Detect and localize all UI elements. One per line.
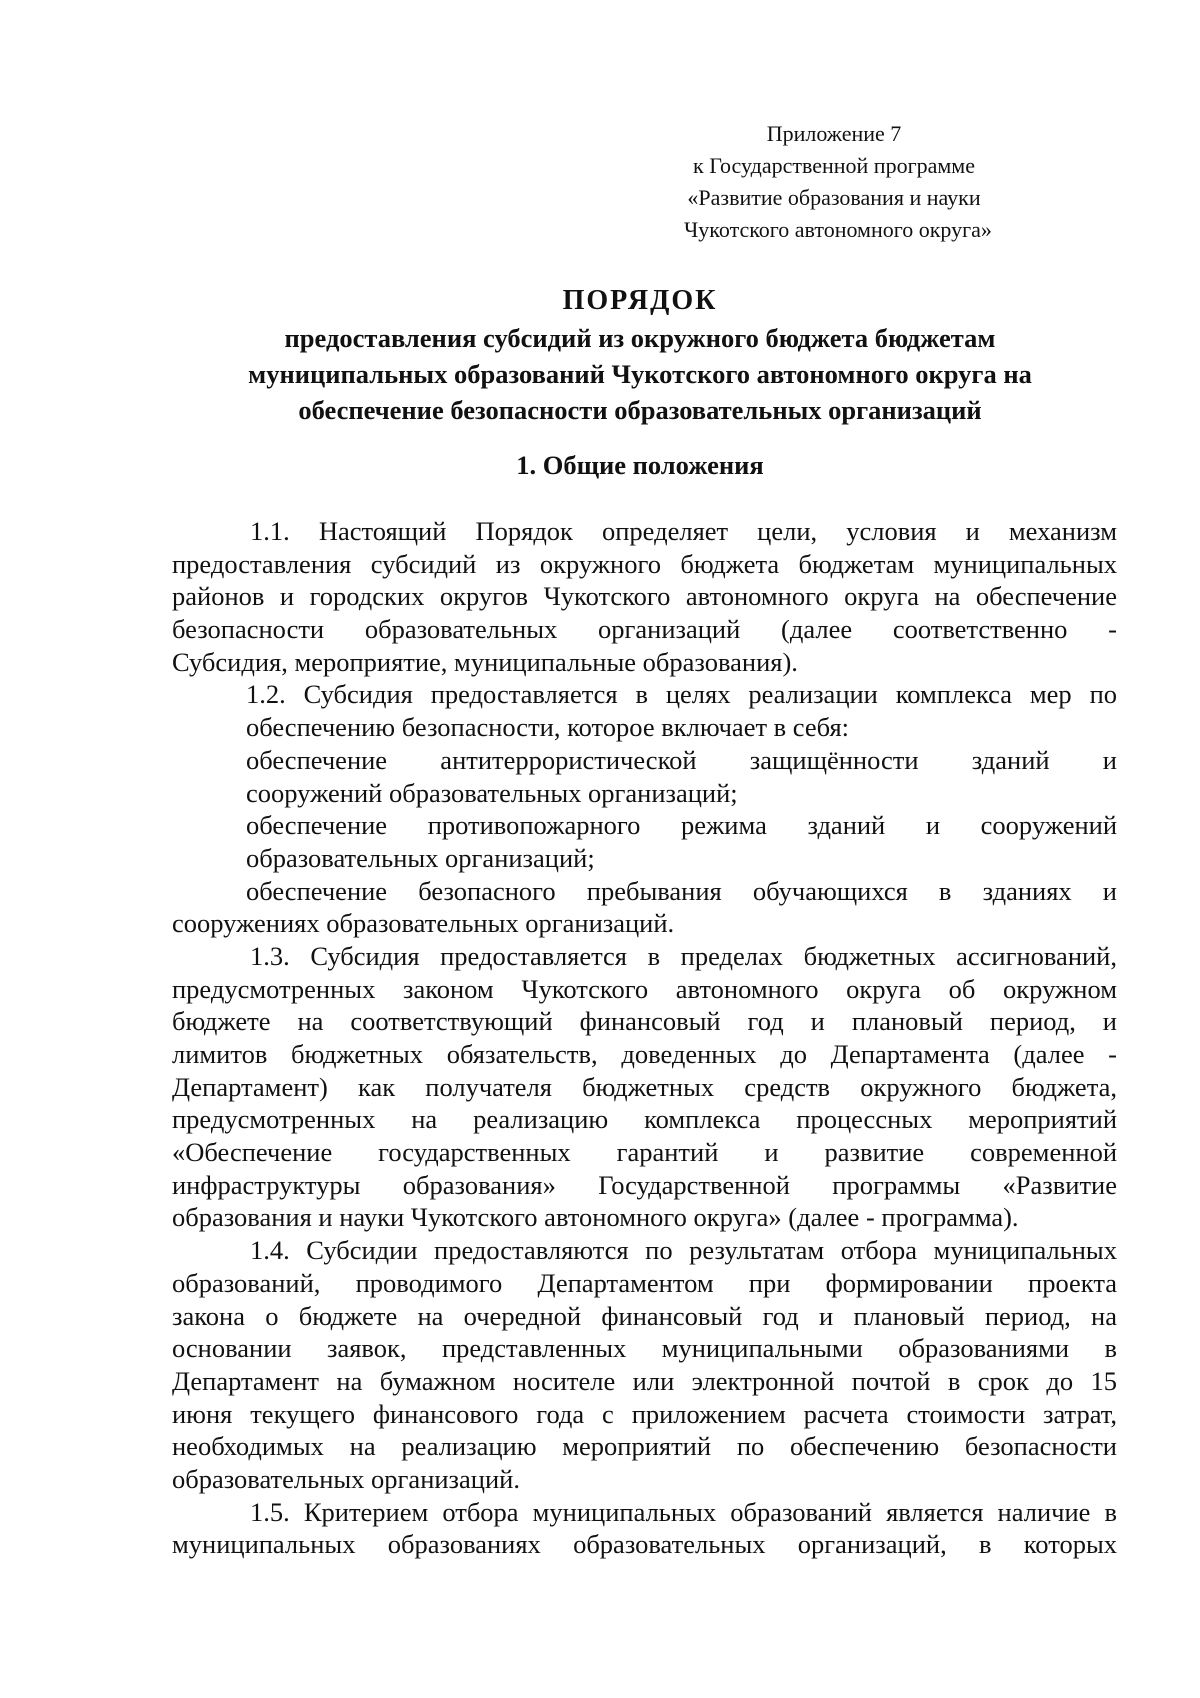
paragraph-line: июня текущего финансового года с приложением расчета стоимости затрат, — [172, 1398, 1117, 1429]
paragraph-line: сооружений образовательных организаций; — [246, 777, 738, 808]
paragraph-line: обеспечение противопожарного режима зданий и сооружений — [246, 810, 1117, 841]
paragraph-line: 1.3. Субсидия предоставляется в пределах бюджетных ассигнований, — [250, 940, 1117, 971]
paragraph-line: бюджете на соответствующий финансовый год и плановый период, и — [172, 1006, 1117, 1037]
paragraph-line: 1.5. Критерием отбора муниципальных образований является наличие в — [250, 1496, 1117, 1527]
paragraph-line: инфраструктуры образования» Государственной программы «Развитие — [172, 1169, 1117, 1200]
paragraph-line: обеспечению безопасности, которое включает в себя: — [246, 712, 850, 743]
paragraph-line: закона о бюджете на очередной финансовый год и плановый период, на — [172, 1300, 1117, 1331]
paragraph-line: сооружениях образовательных организаций. — [172, 908, 675, 939]
appendix-note — [684, 118, 992, 246]
appendix-line: к Государственной программе — [693, 153, 975, 178]
paragraph-line: 1.1. Настоящий Порядок определяет цели, условия и механизм — [250, 516, 1117, 546]
paragraph-line: предусмотренных законом Чукотского автономного округа об окружном — [172, 973, 1117, 1004]
paragraph-line: безопасности образовательных организаций (далее соответственно - — [172, 614, 1117, 645]
paragraph-line: лимитов бюджетных обязательств, доведенных до Департамента (далее - — [172, 1039, 1117, 1069]
paragraph-line: 1.2. Субсидия предоставляется в целях реализации комплекса мер по — [246, 679, 1117, 710]
paragraph-line: необходимых на реализацию мероприятий по обеспечению безопасности — [172, 1431, 1117, 1462]
paragraph-line: Департамент на бумажном носителе или электронной почтой в срок до 15 — [172, 1365, 1117, 1396]
paragraph-line: образования и науки Чукотского автономного округа» (далее - программа). — [172, 1202, 1019, 1233]
subtitle-line: муниципальных образований Чукотского автономного округа на — [248, 359, 1032, 389]
document-body — [172, 515, 1117, 1561]
paragraph-line: 1.4. Субсидии предоставляются по результатам отбора муниципальных — [250, 1235, 1117, 1266]
paragraph-line: Департамент) как получателя бюджетных средств окружного бюджета, — [172, 1071, 1117, 1102]
section-heading: 1. Общие положения — [516, 450, 764, 480]
paragraph-line: образований, проводимого Департаментом при формировании проекта — [172, 1267, 1117, 1298]
paragraph-line: Субсидия, мероприятие, муниципальные образования). — [172, 646, 798, 677]
paragraph-line: предусмотренных на реализацию комплекса процессных мероприятий — [172, 1104, 1117, 1135]
document-title: ПОРЯДОК — [562, 285, 718, 316]
paragraph-line: предоставления субсидий из окружного бюджета бюджетам муниципальных — [172, 548, 1117, 579]
subtitle-line: обеспечение безопасности образовательных организаций — [298, 395, 982, 425]
paragraph-line: образовательных организаций; — [246, 842, 595, 873]
paragraph-line: районов и городских округов Чукотского автономного округа на обеспечение — [172, 581, 1117, 612]
appendix-line: Приложение 7 — [766, 121, 902, 146]
paragraph-line: образовательных организаций. — [172, 1463, 520, 1494]
paragraph-line: обеспечение безопасного пребывания обучающихся в зданиях и — [246, 875, 1117, 906]
paragraph-line: обеспечение антитеррористической защищённости зданий и — [246, 744, 1117, 775]
document-subtitle — [170, 320, 1110, 428]
paragraph-line: основании заявок, представленных муниципальными образованиями в — [172, 1333, 1117, 1364]
paragraph-line: «Обеспечение государственных гарантий и развитие современной — [172, 1137, 1117, 1168]
appendix-line: «Развитие образования и науки — [687, 185, 981, 210]
appendix-line: Чукотского автономного округа» — [684, 217, 992, 242]
subtitle-line: предоставления субсидий из окружного бюджета бюджетам — [284, 323, 996, 353]
paragraph-line: муниципальных образованиях образовательных организаций, в которых — [172, 1529, 1117, 1560]
